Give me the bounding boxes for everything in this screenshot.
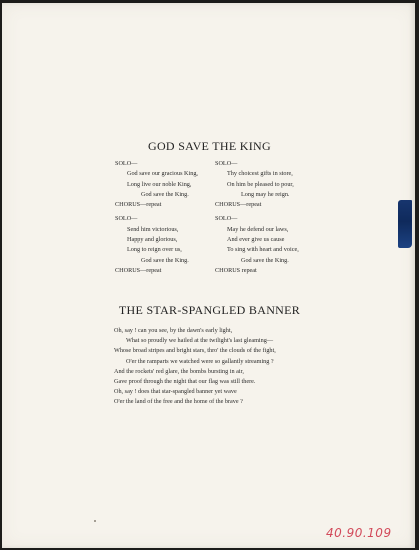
verse-line: SOLO— xyxy=(115,215,138,223)
star-spangled-verse xyxy=(114,326,276,408)
verse-line: And ever give us cause xyxy=(227,236,285,244)
verse-line: Happy and glorious, xyxy=(127,236,178,244)
verse-line: SOLO— xyxy=(215,215,238,223)
page-sheet xyxy=(2,3,415,548)
verse-line: Oh, say ! can you see, by the dawn's early light, xyxy=(114,327,233,334)
verse-line: May he defend our laws, xyxy=(227,225,289,233)
verse-line: O'er the land of the free and the home of the brave ? xyxy=(114,398,243,406)
verse-line: On him be pleased to pour, xyxy=(227,180,294,188)
verse-line: Thy choicest gifts in store, xyxy=(227,170,293,178)
verse-line: And the rockets' red glare, the bombs bursting in air, xyxy=(114,367,244,375)
verse-line: CHORUS—repeat xyxy=(215,201,262,209)
anthem-title-star-spangled-banner: THE STAR-SPANGLED BANNER xyxy=(118,303,301,317)
verse-line: God save the King. xyxy=(141,190,189,198)
verse-line: CHORUS—repeat xyxy=(115,266,162,274)
verse-line: CHORUS repeat xyxy=(215,266,257,274)
verse-column-right xyxy=(215,159,299,276)
anthem-title-god-save-the-king: GOD SAVE THE KING xyxy=(148,139,271,153)
verse-line: Whose broad stripes and bright stars, thro' the clouds of the fight, xyxy=(114,347,276,355)
verse-line: To sing with heart and voice, xyxy=(227,246,299,254)
verse-column-left xyxy=(115,159,198,276)
ribbon-tie xyxy=(398,200,412,248)
verse-line: God save the King. xyxy=(141,256,189,264)
verse-line: Long may he reign. xyxy=(241,190,290,198)
paper-speck xyxy=(94,520,96,522)
verse-line: Long live our noble King, xyxy=(127,180,192,188)
catalog-number: 40.90.109 xyxy=(326,526,392,540)
verse-line: What so proudly we hailed at the twilight's last gleaming— xyxy=(126,337,274,345)
verse-line: O'er the ramparts we watched were so gallantly streaming ? xyxy=(126,357,274,365)
verse-line: SOLO— xyxy=(215,160,238,167)
verse-line: SOLO— xyxy=(115,160,138,167)
verse-line: Gave proof through the night that our flag was still there. xyxy=(114,377,256,385)
verse-line: CHORUS—repeat xyxy=(115,201,162,209)
verse-line: Oh, say ! does that star-spangled banner yet wave xyxy=(114,388,237,396)
verse-line: Send him victorious, xyxy=(127,225,179,233)
verse-line: God save our gracious King, xyxy=(127,170,198,178)
verse-line: God save the King. xyxy=(241,256,289,264)
verse-line: Long to reign over us, xyxy=(127,246,182,254)
